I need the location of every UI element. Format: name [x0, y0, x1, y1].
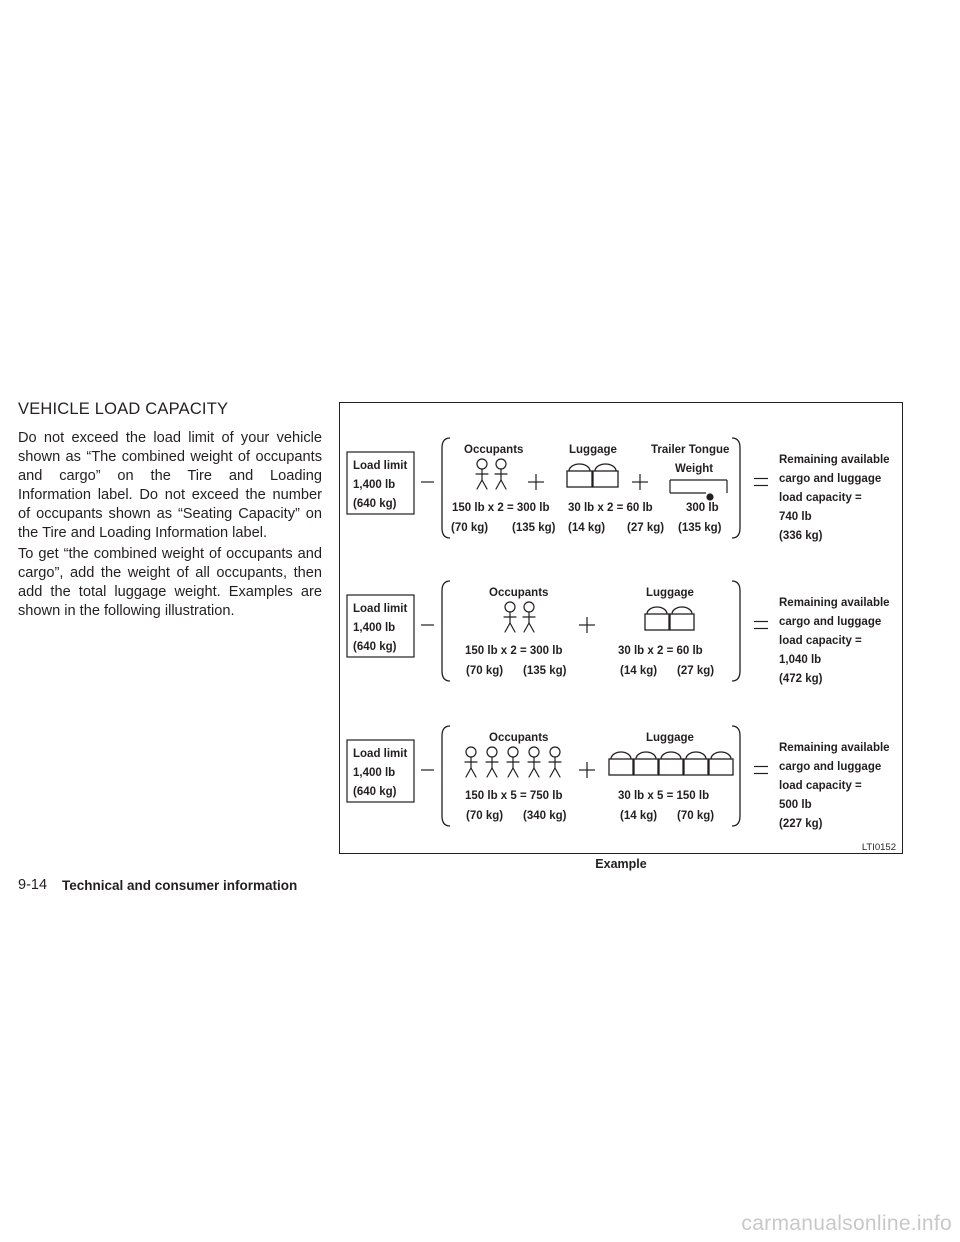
person-leg	[550, 768, 555, 777]
remaining-capacity-text: Remaining available	[779, 597, 890, 609]
occupants-formula: 150 lb x 2 = 300 lb	[465, 645, 563, 657]
load-limit-text: (640 kg)	[353, 498, 397, 510]
luggage-icon	[567, 464, 592, 487]
luggage-icon	[659, 752, 683, 775]
occupants-heading: Occupants	[489, 732, 549, 744]
luggage-handle	[686, 752, 706, 759]
luggage-icon	[634, 752, 658, 775]
trailer-kg: (135 kg)	[678, 522, 722, 534]
person-leg	[513, 768, 518, 777]
luggage-kg: (14 kg)	[620, 810, 658, 822]
bracket-right	[732, 726, 740, 826]
figure-code: LTI0152	[861, 842, 896, 853]
remaining-capacity-text: (336 kg)	[779, 530, 823, 542]
load-limit-text: 1,400 lb	[353, 479, 396, 491]
person-head	[496, 459, 506, 469]
person-leg	[471, 768, 476, 777]
occupants-kg: (70 kg)	[466, 665, 504, 677]
luggage-body	[684, 759, 708, 775]
occupants-kg: (70 kg)	[451, 522, 489, 534]
remaining-capacity-text: cargo and luggage	[779, 761, 882, 773]
luggage-kg: (27 kg)	[677, 665, 715, 677]
luggage-body	[593, 471, 618, 487]
plus-sign	[528, 474, 544, 490]
luggage-handle	[672, 607, 692, 614]
luggage-body	[567, 471, 592, 487]
load-limit-text: 1,400 lb	[353, 622, 396, 634]
luggage-handle	[636, 752, 656, 759]
person-icon	[486, 747, 498, 777]
bracket-right	[732, 581, 740, 681]
remaining-capacity-text: load capacity =	[779, 635, 862, 647]
trailer-heading: Weight	[675, 463, 714, 475]
luggage-icon	[645, 607, 669, 630]
person-leg	[534, 768, 539, 777]
luggage-icon	[709, 752, 733, 775]
remaining-capacity-text: (472 kg)	[779, 673, 823, 685]
load-capacity-diagram	[340, 403, 904, 855]
luggage-kg: (14 kg)	[568, 522, 606, 534]
load-limit-text: Load limit	[353, 603, 408, 615]
footer-section-title: Technical and consumer information	[62, 878, 298, 893]
luggage-body	[634, 759, 658, 775]
remaining-capacity-text: cargo and luggage	[779, 473, 882, 485]
trailer-ball-icon	[706, 493, 713, 500]
person-icon	[495, 459, 507, 489]
person-head	[505, 602, 515, 612]
load-limit-text: 1,400 lb	[353, 767, 396, 779]
plus-sign	[579, 617, 595, 633]
luggage-formula: 30 lb x 2 = 60 lb	[618, 645, 703, 657]
plus-sign	[579, 762, 595, 778]
section-title: VEHICLE LOAD CAPACITY	[18, 400, 229, 418]
person-leg	[487, 768, 492, 777]
body-paragraph-load-limit: Do not exceed the load limit of your vehicle shown as “The combined weight of occupants and cargo” on the Tire and Loading Information label. Do not exceed the number of occupants shown as “Seating Capacity” on the Tire and Loading Information label.	[18, 430, 322, 541]
equals-sign	[754, 479, 768, 486]
person-head	[529, 747, 539, 757]
person-leg	[492, 768, 497, 777]
person-leg	[482, 480, 487, 489]
luggage-body	[670, 614, 694, 630]
luggage-body	[645, 614, 669, 630]
bracket-left	[442, 726, 450, 826]
luggage-heading: Luggage	[646, 587, 694, 599]
occupants-kg: (340 kg)	[523, 810, 567, 822]
remaining-capacity-text: 500 lb	[779, 799, 812, 811]
person-head	[508, 747, 518, 757]
page-number: 9-14	[18, 877, 48, 893]
luggage-body	[609, 759, 633, 775]
load-limit-text: (640 kg)	[353, 786, 397, 798]
person-leg	[505, 623, 510, 632]
luggage-heading: Luggage	[646, 732, 694, 744]
person-leg	[529, 768, 534, 777]
luggage-kg: (14 kg)	[620, 665, 658, 677]
luggage-body	[659, 759, 683, 775]
remaining-capacity-text: load capacity =	[779, 780, 862, 792]
occupants-formula: 150 lb x 2 = 300 lb	[452, 502, 550, 514]
person-leg	[501, 480, 506, 489]
luggage-formula: 30 lb x 5 = 150 lb	[618, 790, 710, 802]
luggage-handle	[647, 607, 667, 614]
luggage-icon	[684, 752, 708, 775]
luggage-formula: 30 lb x 2 = 60 lb	[568, 502, 653, 514]
watermark: carmanualsonline.info	[741, 1212, 952, 1235]
person-icon	[523, 602, 535, 632]
luggage-kg: (27 kg)	[627, 522, 665, 534]
remaining-capacity-text: (227 kg)	[779, 818, 823, 830]
person-leg	[496, 480, 501, 489]
plus-sign	[632, 474, 648, 490]
luggage-handle	[661, 752, 681, 759]
load-limit-text: Load limit	[353, 460, 408, 472]
person-head	[487, 747, 497, 757]
person-head	[550, 747, 560, 757]
occupants-kg: (135 kg)	[523, 665, 567, 677]
remaining-capacity-text: Remaining available	[779, 454, 890, 466]
luggage-handle	[611, 752, 631, 759]
equals-sign	[754, 767, 768, 774]
remaining-capacity-text: Remaining available	[779, 742, 890, 754]
equals-sign	[754, 622, 768, 629]
load-limit-text: (640 kg)	[353, 641, 397, 653]
person-icon	[507, 747, 519, 777]
luggage-heading: Luggage	[569, 444, 617, 456]
luggage-body	[709, 759, 733, 775]
luggage-handle	[711, 752, 731, 759]
bracket-right	[732, 438, 740, 538]
person-head	[477, 459, 487, 469]
person-icon	[504, 602, 516, 632]
luggage-handle	[595, 464, 616, 471]
occupants-kg: (70 kg)	[466, 810, 504, 822]
trailer-value: 300 lb	[686, 502, 719, 514]
trailer-heading: Trailer Tongue	[651, 444, 730, 456]
person-leg	[477, 480, 482, 489]
occupants-heading: Occupants	[464, 444, 524, 456]
person-leg	[529, 623, 534, 632]
person-leg	[508, 768, 513, 777]
luggage-icon	[670, 607, 694, 630]
occupants-kg: (135 kg)	[512, 522, 556, 534]
person-icon	[465, 747, 477, 777]
occupants-heading: Occupants	[489, 587, 549, 599]
person-leg	[510, 623, 515, 632]
remaining-capacity-text: cargo and luggage	[779, 616, 882, 628]
luggage-icon	[609, 752, 633, 775]
body-paragraph-combined-weight: To get “the combined weight of occupants and cargo”, add the weight of all occupants, then add the total luggage weight. Examples are shown in the following illustration.	[18, 546, 322, 619]
person-head	[524, 602, 534, 612]
occupants-formula: 150 lb x 5 = 750 lb	[465, 790, 563, 802]
luggage-handle	[569, 464, 590, 471]
remaining-capacity-text: 740 lb	[779, 511, 812, 523]
person-icon	[476, 459, 488, 489]
load-limit-text: Load limit	[353, 748, 408, 760]
remaining-capacity-text: 1,040 lb	[779, 654, 822, 666]
bracket-left	[442, 438, 450, 538]
person-leg	[555, 768, 560, 777]
remaining-capacity-text: load capacity =	[779, 492, 862, 504]
bracket-left	[442, 581, 450, 681]
load-capacity-illustration	[339, 402, 903, 854]
luggage-kg: (70 kg)	[677, 810, 715, 822]
person-head	[466, 747, 476, 757]
person-icon	[528, 747, 540, 777]
person-leg	[466, 768, 471, 777]
luggage-icon	[593, 464, 618, 487]
person-leg	[524, 623, 529, 632]
person-icon	[549, 747, 561, 777]
figure-caption: Example	[595, 857, 647, 871]
